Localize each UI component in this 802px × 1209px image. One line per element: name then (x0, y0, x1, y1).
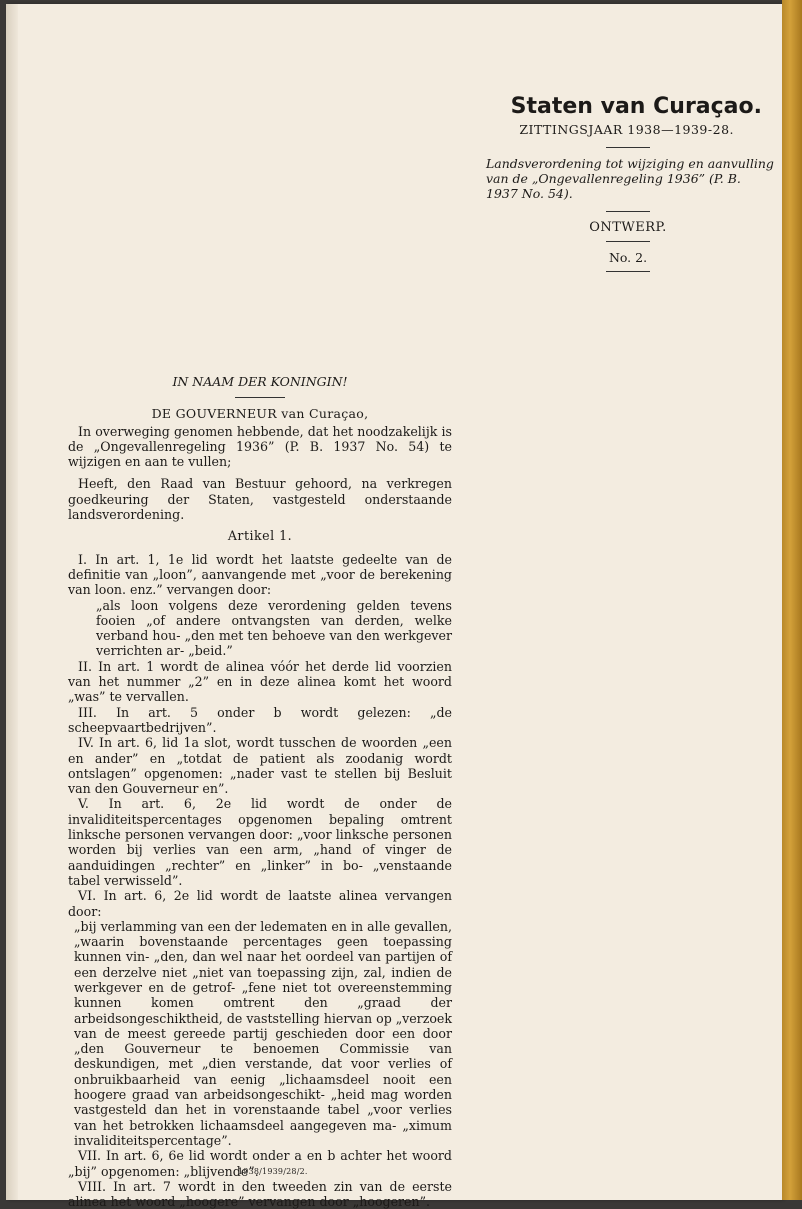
draft-label: ONTWERP. (589, 220, 667, 235)
article-clause-8: VIII. In art. 7 wordt in den tweeden zin van de eerste alinea het woord „hoogere” vervangen door „hoogeren”. (68, 1178, 452, 1209)
footer-code: 1938/1939/28/2. (238, 1167, 308, 1176)
governor-line: DE GOUVERNEUR van Curaçao, (151, 406, 369, 422)
article-clause-1: I. In art. 1, 1e lid wordt het laatste gedeelte van de definitie van „loon”, aanvangende met „voor de berekening van loon. enz.” vervangen door: (68, 551, 452, 598)
decree-paragraph: Heeft, den Raad van Bestuur gehoord, na verkregen goedkeuring der Staten, vastgesteld onderstaande landsverordening. (68, 476, 452, 523)
document-page (6, 4, 782, 1209)
article-clause-2: II. In art. 1 wordt de alinea vóór het derde lid voorzien van het nummer „2” en in deze alinea komt het woord „was” te vervallen. (68, 658, 452, 705)
divider (606, 271, 650, 272)
article-title: Artikel 1. (227, 528, 293, 544)
divider (606, 211, 650, 212)
article-clause-5: V. In art. 6, 2e lid wordt de onder de invaliditeitspercentages opgenomen bepaling omtrent linksche personen vervangen door: „voor linksche personen worden bij verlies van een arm, „hand of vinger de aanduidingen „rechter” en „linker” in bo- „venstaande tabel verwisseld”. (68, 796, 452, 888)
article-clause-7: VII. In art. 6, 6e lid wordt onder a en b achter het woord „bij” opgenomen: „blijvende”. (68, 1148, 452, 1179)
subject-line: Landsverordening tot wijziging en aanvulling van de „Ongevallenregeling 1936” (P. B. 1937 No. 54). (486, 156, 774, 201)
divider (606, 241, 650, 242)
article-clause-4: IV. In art. 6, lid 1a slot, wordt tusschen de woorden „een en ander” en „totdat de patient als zoodanig wordt ontslagen” opgenomen: „nader vast te stellen bij Besluit van den Gouverneur en”. (68, 735, 452, 797)
considering-paragraph: In overweging genomen hebbende, dat het noodzakelijk is de „Ongevallenregeling 1936” (P. B. 1937 No. 54) te wijzigen en aan te vullen; (68, 423, 452, 470)
document-title: Staten van Curaçao. (510, 94, 762, 119)
invocation: IN NAAM DER KONINGIN! (172, 374, 348, 389)
cover-edge (782, 0, 802, 1200)
article-quote-1: „als loon volgens deze verordening gelden tevens fooien „of andere ontvangsten van derden, welke verband hou- „den met ten behoeve van den werkgever verrichten ar- „beid.” (96, 597, 452, 659)
binding-edge (6, 4, 18, 1200)
article-quote-2: „bij verlamming van een der ledematen en in alle gevallen, „waarin bovenstaande percentages geen toepassing kunnen vin- „den, dan wel naar het oordeel van partijen of een derzelve niet „niet van toepassing zijn, zal, indien de werkgever en de getrof- „fene niet tot overeenstemming kunnen komen omtrent den „graad der arbeidsongeschiktheid, de vaststelling hiervan op „verzoek van de meest gereede partij geschieden door een door „den Gouverneur te benoemen Commissie van deskundigen, met „dien verstande, dat voor verlies of onbruikbaarheid van eenig „lichaamsdeel nooit een hoogere graad van arbeidsongeschikt- „heid mag worden vastgesteld dan het in vorenstaande tabel „voor verlies van het betrokken lichaamsdeel aangegeven ma- „ximum invaliditeitspercentage”. (74, 918, 452, 1148)
divider (606, 147, 650, 148)
session-year: ZITTINGSJAAR 1938—1939-28. (519, 122, 734, 137)
body-text (68, 374, 452, 1209)
article-clause-3: III. In art. 5 onder b wordt gelezen: „de scheepvaartbedrijven”. (68, 704, 452, 735)
divider (235, 397, 285, 398)
document-number: No. 2. (608, 250, 648, 265)
article-clause-6: VI. In art. 6, 2e lid wordt de laatste alinea vervangen door: (68, 888, 452, 919)
header-block (482, 94, 774, 280)
